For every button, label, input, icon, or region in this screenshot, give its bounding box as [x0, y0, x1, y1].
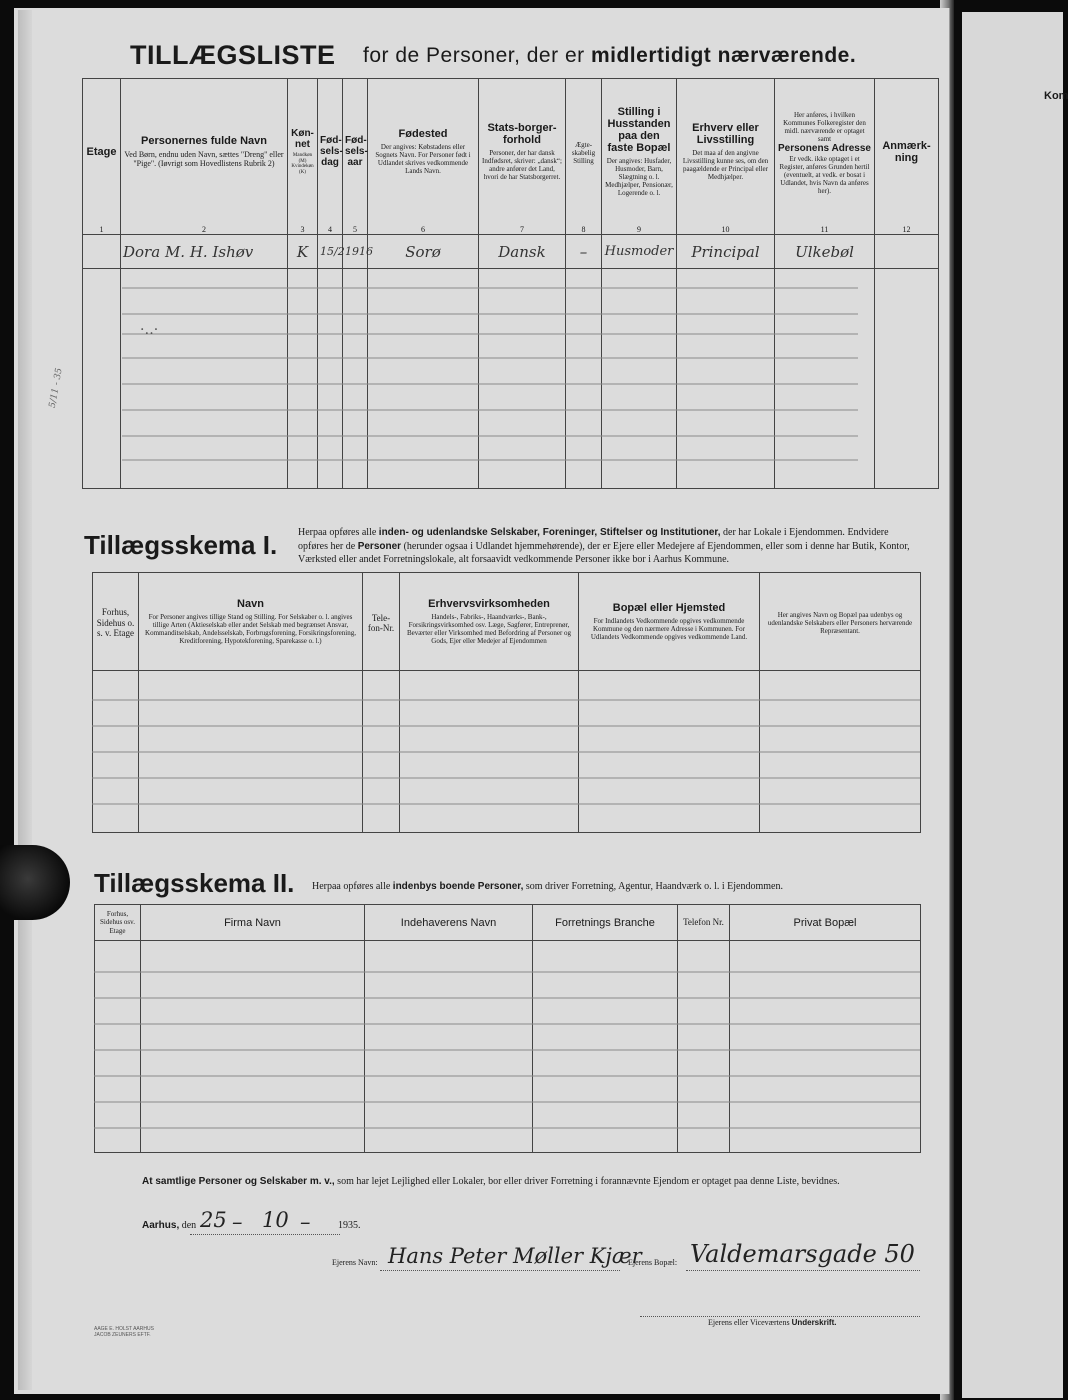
adjacent-page-fragment: Kom [1044, 90, 1068, 102]
owner-address: Valdemarsgade 50 [690, 1240, 915, 1268]
entry-etage [83, 235, 121, 269]
printer-mark: AAGE E. HOLST AARHUS JACOB ZEUNERS EFTF. [94, 1326, 154, 1338]
owner-address-label: Ejerens Bopæl: [628, 1258, 678, 1267]
col-navn: Personernes fulde Navn Ved Børn, endnu uden Navn, sættes "Dreng" eller "Pige". (Iøvrigt som Hovedlistens Rubrik 2) [121, 79, 288, 225]
col-stilling: Stilling i Husstanden paa den faste Bopæl Der angives: Husfader, Husmoder, Barn, Slægtning o. l. Medhjælper, Pensionær, Logerende o. l. [602, 79, 677, 225]
skema1-title: Tillægsskema I. [84, 530, 278, 560]
skema1-ruled-lines [92, 670, 920, 832]
col-etage: Etage [83, 79, 121, 225]
tillaegsliste-subtitle [363, 44, 856, 68]
entry-stilling: Husmoder [602, 235, 677, 269]
col-koen: Køn-net Mandkøn (M) Kvindekøn (K) [288, 79, 318, 225]
tillaegsliste-title: TILLÆGSLISTE [130, 40, 336, 70]
col-foedested: Fødested Der angives: Købstadens eller Sognets Navn. For Personer født i Udlandet skrives vedkommende Lands Navn. [368, 79, 479, 225]
entry-aegteskab: – [566, 235, 602, 269]
date-year: 1935. [338, 1220, 361, 1231]
date-day: 25 [200, 1208, 227, 1232]
adjacent-page [962, 12, 1068, 1398]
date-month: 10 [262, 1208, 289, 1232]
entry-statsborger: Dansk [479, 235, 566, 269]
date-sep2: – [300, 1210, 311, 1234]
subtitle-text: for de Personer, der er [363, 44, 585, 67]
col-adresse: Her anføres, i hvilken Kommunes Folkeregister den midl. nærværende er optaget samt Personens Adresse Er vedk. ikke optaget i et Register, anføres Grunden hertil (eventuelt, at vedk. er bosat i Udlandet, hvis Navn da anføres her). [775, 79, 875, 225]
col-statsborger: Stats-borger-forhold Personer, der har dansk Indfødsret, skriver: „dansk“; andre anfører det Land, hvori de har Statsborgerret. [479, 79, 566, 225]
entry-foedselsaar: 1916 [343, 235, 368, 269]
entry-navn: Dora M. H. Ishøv [121, 235, 288, 269]
entry-foedselsdag: 15/2 [318, 235, 343, 269]
skema1-header-row: Forhus, Sidehus o. s. v. Etage Navn For Personer angives tillige Stand og Stilling. For Selskaber o. l. angives tillige Arten (Aktieselskab eller andet Selskab med begrænset Ansvar, Kommanditselskab, Andelsselskab, Forbrugsforening, Forsikringsforening, Kreditforening, Hypotekforening, Sparekasse o. l.) Tele-fon-Nr. Erhvervsvirksomheden Handels-, Fabriks-, Haandværks-, Bank-, Forsikringsvirksomhed osv. Læge, Sagfører, Entreprenør, Beværter eller Virksomhed med Befordring af Personer og Gods, Ejer eller Medejer af Ejendommen Bopæl eller Hjemsted For Indlandets Vedkommende opgives vedkommende Kommune og den nærmere Adresse i Kommunen. For Udlandets Vedkommende opgives vedkommende Land. Her angives Navn og Bopæl paa udenbys og udenlandske Selskabers eller Personers herværende Repræsentant. [93, 573, 921, 671]
owner-name: Hans Peter Møller Kjær [388, 1244, 642, 1268]
faint-marks: ·‥· [140, 322, 159, 338]
entry-koen: K [288, 235, 318, 269]
footer-statement: At samtlige Personer og Selskaber m. v., som har lejet Lejlighed eller Lokaler, bor eller driver Forretning i forannævnte Ejendom er optaget paa denne Liste, bevidnes. [142, 1176, 840, 1187]
subtitle-bold: midlertidigt nærværende. [590, 44, 857, 67]
col-foedselsdag: Fød-sels-dag [318, 79, 343, 225]
date-sep1: – [232, 1210, 243, 1234]
page-edge [18, 10, 32, 1390]
skema2-description: Herpaa opføres alle indenbys boende Personer, som driver Forretning, Agentur, Haandværk o. l. i Ejendommen. [312, 881, 783, 892]
signature-label: Ejerens eller Viceværtens Underskrift. [708, 1318, 837, 1327]
col-erhverv: Erhverv eller Livsstilling Det maa af den angivne Livsstilling kunne ses, om den paagældende er Principal eller Medhjælper. [677, 79, 775, 225]
date-line [190, 1234, 340, 1235]
signature-line [640, 1316, 920, 1317]
tillaegsliste-header-row [83, 79, 939, 225]
entry-adresse: Ulkebøl [775, 235, 875, 269]
owner-address-line [686, 1270, 920, 1271]
entry-anm [875, 235, 939, 269]
column-number-row: 1 2 3 4 5 6 7 8 9 10 11 12 [83, 225, 939, 235]
entry-erhverv: Principal [677, 235, 775, 269]
skema2-title: Tillægsskema II. [94, 868, 295, 898]
margin-note: 5/11 - 35 [47, 367, 65, 409]
col-anmaerkning: Anmærk-ning [875, 79, 939, 225]
col-aegteskab: Ægte-skabelig Stilling [566, 79, 602, 225]
col-foedselsaar: Fød-sels-aar [343, 79, 368, 225]
skema1-description: Herpaa opføres alle inden- og udenlandske Selskaber, Foreninger, Stiftelser og Institutioner, der har Lokale i Ejendommen. Endvidere opføres her de Personer (herunder ogsaa i Udlandet hjemmehørende), der er Ejere eller Medejere af Ejendommen, eller som i denne har Butik, Kontor, Værksted eller andet Forretningslokale, alt forsaavidt vedkommende Personer ikke bor i Aarhus Kommune. [298, 527, 910, 565]
entry-foedested: Sorø [368, 235, 479, 269]
ruled-lines [122, 278, 858, 488]
skema2-ruled-lines [94, 940, 920, 1152]
owner-name-label: Ejerens Navn: [332, 1258, 378, 1267]
footer-place: Aarhus, den [142, 1220, 197, 1231]
skema2-header-row: Forhus, Sidehus osv. Etage Firma Navn Indehaverens Navn Forretnings Branche Telefon Nr. Privat Bopæl [95, 905, 921, 941]
table-row [83, 235, 939, 269]
owner-name-line [380, 1270, 620, 1271]
